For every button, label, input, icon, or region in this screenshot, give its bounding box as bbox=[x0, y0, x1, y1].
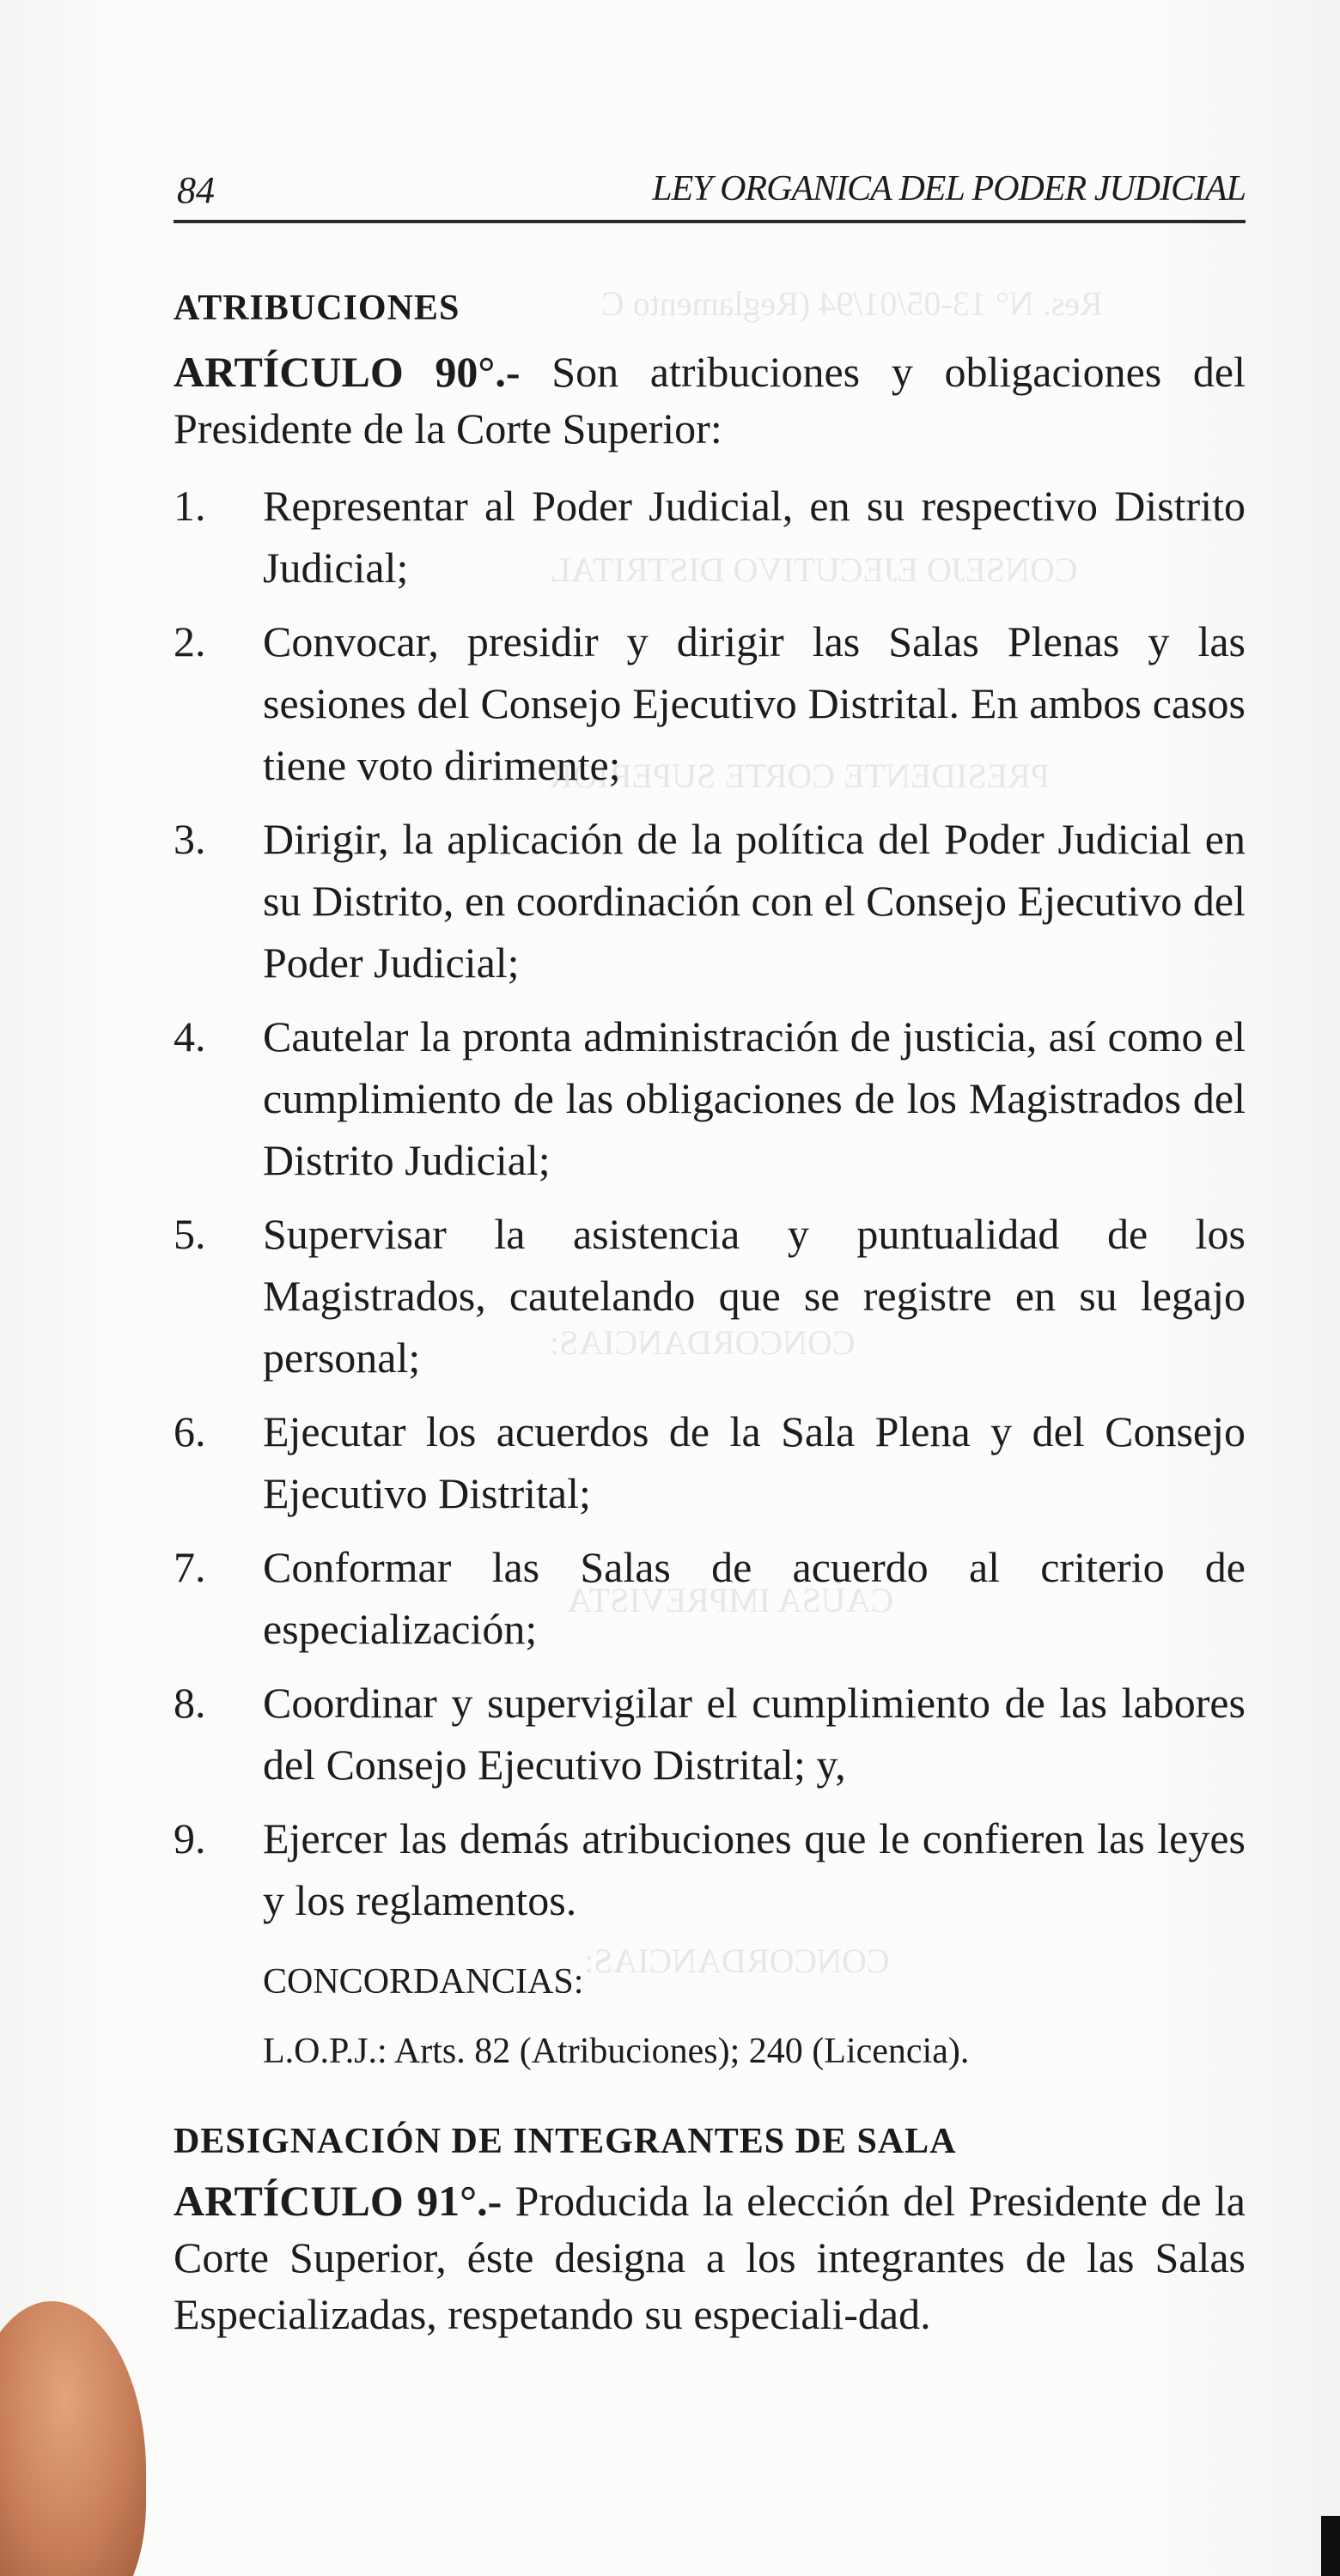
list-item bbox=[174, 1807, 1246, 1931]
item-text: Convocar, presidir y dirigir las Salas Plenas y las sesiones del Consejo Ejecutivo Distrital. En ambos casos tiene voto dirimente; bbox=[263, 617, 1246, 789]
item-number: 9. bbox=[174, 1814, 206, 1862]
list-item bbox=[174, 611, 1246, 796]
list-item bbox=[174, 1400, 1246, 1524]
article-90-text: Son atribuciones y obligaciones del Presidente de la Corte Superior: bbox=[174, 348, 1246, 453]
article-91-label: ARTÍCULO 91°.- bbox=[174, 2177, 502, 2225]
bleed-through-text: CONCORDANCIAS: bbox=[584, 1941, 890, 1980]
item-text: Dirigir, la aplicación de la política del Poder Judicial en su Distrito, en coordinación con el Consejo Ejecutivo del Poder Judicial; bbox=[263, 815, 1246, 987]
item-text: Representar al Poder Judicial, en su respectivo Distrito Judicial; bbox=[263, 482, 1246, 592]
list-item bbox=[174, 1005, 1246, 1191]
page-header bbox=[174, 163, 1246, 223]
item-number: 8. bbox=[174, 1679, 206, 1727]
article-90-label: ARTÍCULO 90°.- bbox=[174, 348, 521, 396]
article-91-text-block bbox=[174, 2172, 1246, 2342]
concordancias-label: CONCORDANCIAS: bbox=[263, 1962, 584, 2002]
page-number: 84 bbox=[177, 169, 215, 211]
item-number: 1. bbox=[174, 482, 206, 530]
item-text: Ejecutar los acuerdos de la Sala Plena y del Consejo Ejecutivo Distrital; bbox=[263, 1407, 1246, 1517]
list-item bbox=[174, 1536, 1246, 1660]
item-text: Coordinar y supervigilar el cumplimiento de las labores del Consejo Ejecutivo Distrital; y, bbox=[263, 1679, 1246, 1789]
article-91-text: Producida la elección del Presidente de la Corte Superior, éste designa a los integrantes de las Salas Especializadas, respetando su especiali-dad. bbox=[174, 2177, 1246, 2338]
item-text: Conformar las Salas de acuerdo al criterio de especialización; bbox=[263, 1543, 1246, 1653]
list-item bbox=[174, 475, 1246, 598]
item-number: 6. bbox=[174, 1407, 206, 1455]
bleed-through-text: CONSEJO EJECUTIVO DISTRITAL bbox=[550, 550, 1078, 589]
list-item bbox=[174, 1203, 1246, 1388]
bleed-through-text: CONCORDANCIAS: bbox=[550, 1323, 856, 1362]
item-text: Supervisar la asistencia y puntualidad de los Magistrados, cautelando que se registre en su legajo personal; bbox=[263, 1210, 1246, 1382]
item-number: 5. bbox=[174, 1210, 206, 1258]
item-number: 3. bbox=[174, 815, 206, 863]
concordancias-text: L.O.P.J.: Arts. 82 (Atribuciones); 240 (Licencia). bbox=[263, 2032, 970, 2071]
item-text: Ejercer las demás atribuciones que le confieren las leyes y los reglamentos. bbox=[263, 1814, 1246, 1924]
bleed-through-text: PRESIDENTE CORTE SUPERIOR bbox=[550, 756, 1051, 795]
item-number: 2. bbox=[174, 617, 206, 665]
bleed-through-text: Res. N° 13-05/01/94 (Reglamento C bbox=[601, 284, 1103, 323]
article-90-intro bbox=[174, 343, 1246, 457]
list-item bbox=[174, 1672, 1246, 1795]
bleed-through-text: CAUSA IMPREVISTA bbox=[567, 1581, 894, 1619]
thumb-image bbox=[0, 2301, 146, 2576]
page-edge-shadow bbox=[1321, 2516, 1340, 2576]
running-title: LEY ORGANICA DEL PODER JUDICIAL bbox=[652, 169, 1246, 209]
item-number: 4. bbox=[174, 1012, 206, 1060]
item-number: 7. bbox=[174, 1543, 206, 1591]
section-title-designacion: DESIGNACIÓN DE INTEGRANTES DE SALA bbox=[174, 2122, 957, 2161]
section-title-atribuciones: ATRIBUCIONES bbox=[174, 289, 460, 328]
item-text: Cautelar la pronta administración de justicia, así como el cumplimiento de las obligaciones de los Magistrados del Distrito Judicial; bbox=[263, 1012, 1246, 1184]
list-item bbox=[174, 808, 1246, 993]
attributions-list bbox=[174, 475, 1246, 1943]
